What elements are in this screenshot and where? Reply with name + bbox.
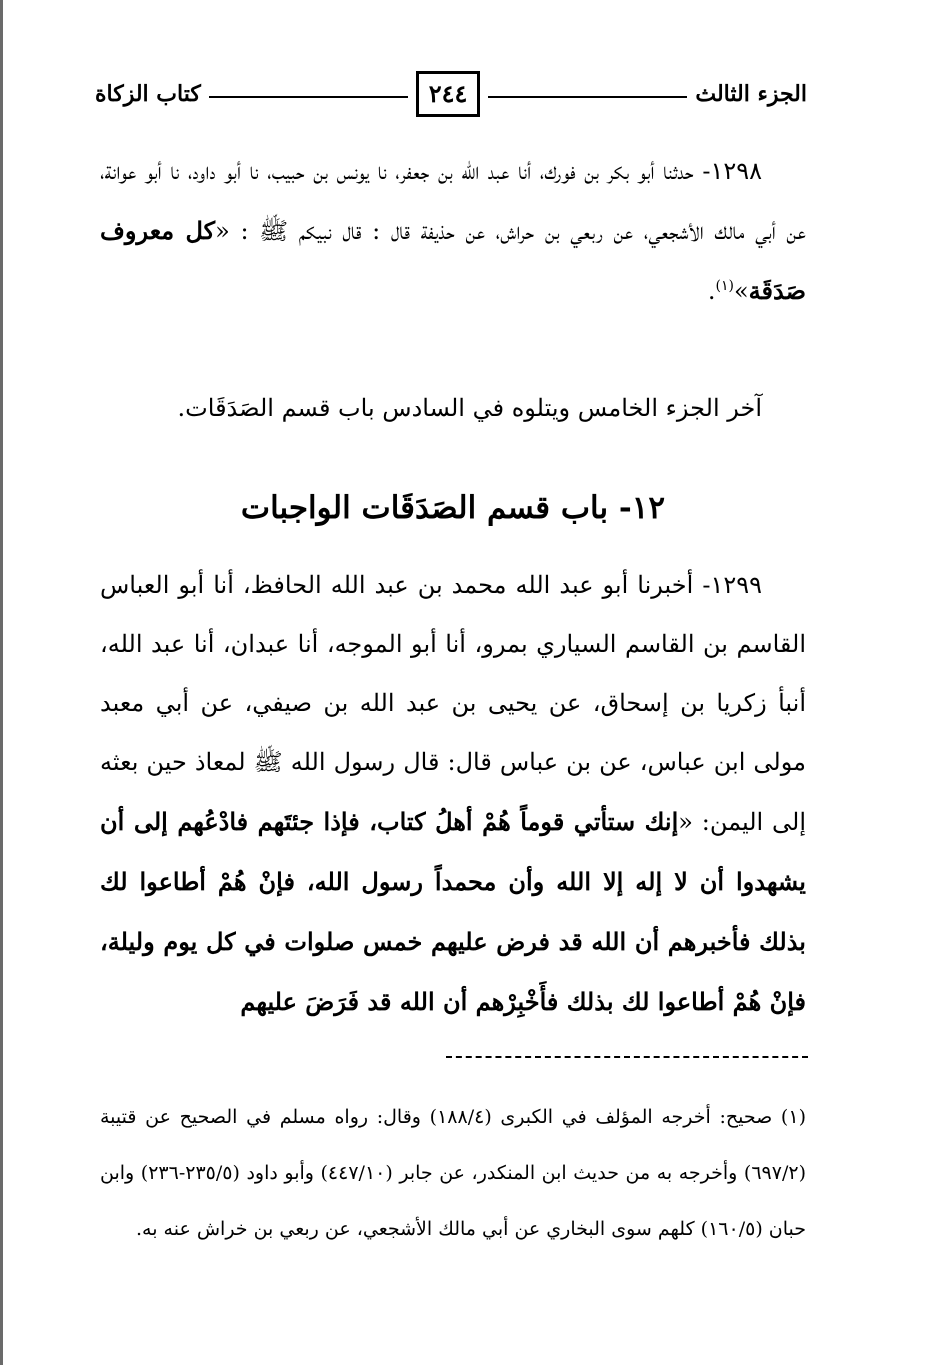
hadith-1298 xyxy=(100,142,806,321)
hadith-1298-close: » xyxy=(733,277,749,305)
footnote-separator xyxy=(446,1056,808,1058)
hadith-1298-matn: كل معروف صَدَقَة xyxy=(100,216,806,305)
chapter-title: ١٢- باب قسم الصَدَقَات الواجبات xyxy=(240,490,666,526)
footnote: (١) صحيح: أخرجه المؤلف في الكبرى (١٨٨/٤) وقال: رواه مسلم في الصحيح عن قتيبة (٦٩٧/٢) وأخرجه به من حديث ابن المنكدر، عن جابر (٤٤٧/١٠) وأبو داود (٢٣٥/٥-٢٣٦) وابن حبان (١٦٠/٥) كلهم سوى البخاري عن أبي مالك الأشجعي، عن ربعي بن خراش عنه به. xyxy=(100,1106,806,1240)
header-book: كتاب الزكاة xyxy=(94,81,201,107)
hadith-1298-text: ١٢٩٨- حدثنا أبو بكر بن فورك، أنا عبد الله بن جعفر، نا يونس بن حبيب، نا أبو داود، نا أبو عوانة، عن أبي مالك الأشجعي، عن ربعي بن حراش، عن حذيفة قال : قال نبيكم ﷺ : « xyxy=(100,157,806,245)
header-rule-left xyxy=(209,96,408,98)
hadith-1299-isnad: ١٢٩٩- أخبرنا أبو عبد الله محمد بن عبد الله الحافظ، أنا أبو العباس القاسم بن القاسم السياري بمرو، أنا أبو الموجه، أنا عبدان، أنا عبد الله، أنبأ زكريا بن إسحاق، عن يحيى بن عبد الله بن صيفي، عن أبي معبد مولى ابن عباس، عن بن عباس قال: قال رسول الله ﷺ لمعاذ حين بعثه إلى اليمن: « xyxy=(100,571,806,836)
running-header xyxy=(95,70,807,118)
hadith-1298-end: . xyxy=(707,277,716,305)
scan-edge xyxy=(0,0,3,1365)
header-rule-right xyxy=(488,96,687,98)
page-number-box: ٢٤٤ xyxy=(416,71,481,117)
hadith-1299 xyxy=(100,556,806,1032)
header-part: الجزء الثالث xyxy=(695,81,807,107)
footnote-marker: (١) xyxy=(715,278,734,294)
colophon: آخر الجزء الخامس ويتلوه في السادس باب قسم الصَدَقَات. xyxy=(177,394,762,422)
hadith-1299-matn: إنك ستأتي قوماً هُمْ أهلُ كتاب، فإذا جئتَهم فادْعُهم إلى أن يشهدوا أن لا إله إلا الله وأن محمداً رسول الله، فإنْ هُمْ أطاعوا لك بذلك فأخبرهم أن الله قد فرض عليهم خمس صلوات في كل يوم وليلة، فإنْ هُمْ أطاعوا لك بذلك فأَخْبِرْهم أن الله قد فَرَضَ عليهم xyxy=(100,807,806,1016)
